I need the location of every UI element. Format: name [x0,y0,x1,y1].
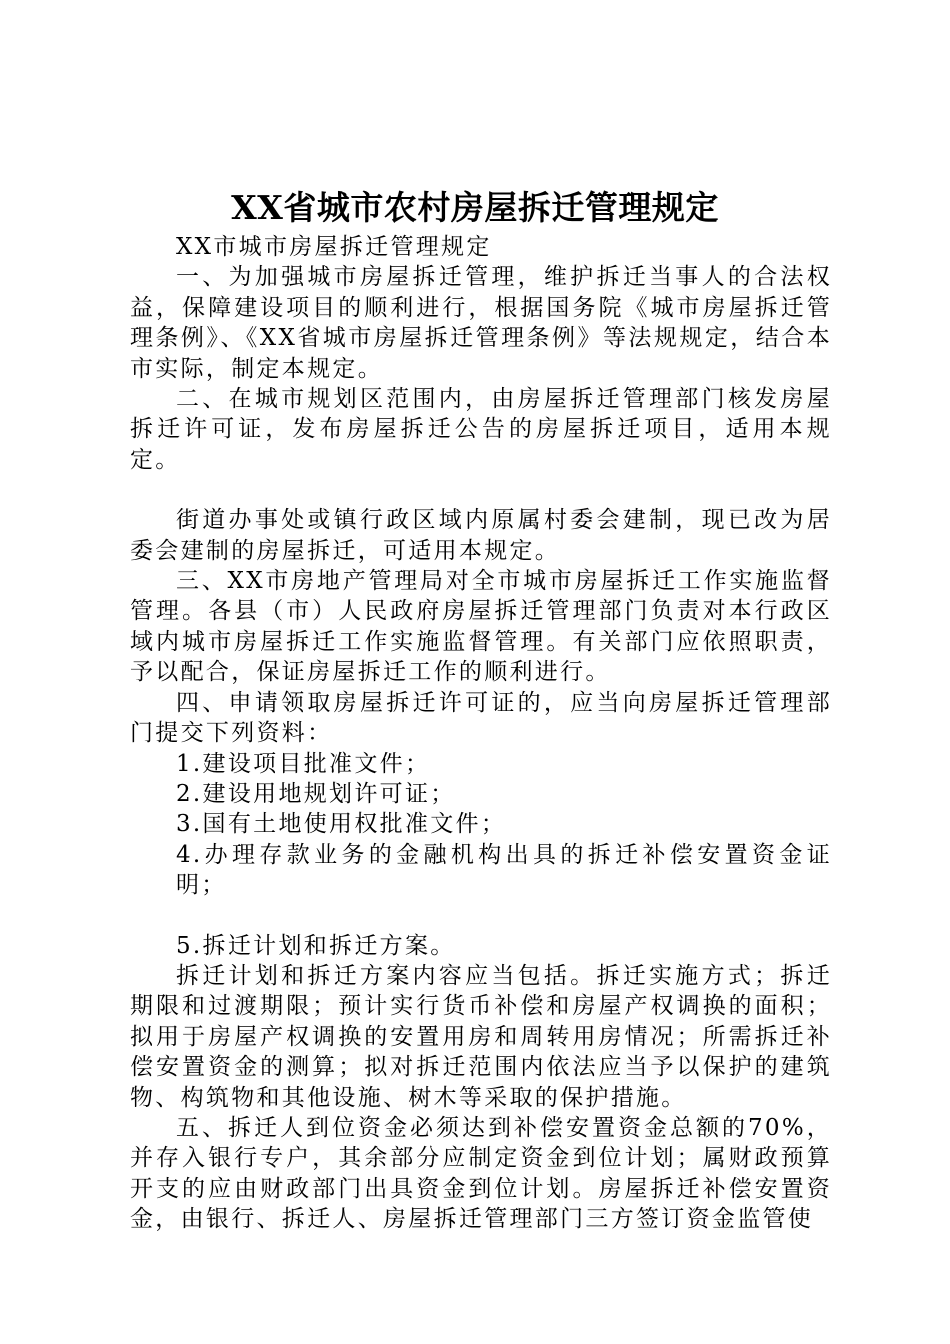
paragraph-article-2-supplement: 街道办事处或镇行政区域内原属村委会建制，现已改为居委会建制的房屋拆迁，可适用本规定。 [130,507,832,564]
paragraph-subtitle: XX市城市房屋拆迁管理规定 [176,234,492,260]
paragraph-article-3: 三、XX市房地产管理局对全市城市房屋拆迁工作实施监督管理。各县（市）人民政府房屋拆迁管理部门负责对本行政区域内城市房屋拆迁工作实施监督管理。有关部门应依照职责，予以配合，保证房屋拆迁工作的顺利进行。 [130,568,832,686]
paragraph-plan-content: 拆迁计划和拆迁方案内容应当包括。拆迁实施方式；拆迁期限和过渡期限；预计实行货币补偿和房屋产权调换的面积；拟用于房屋产权调换的安置用房和周转用房情况；所需拆迁补偿安置资金的测算；拟对拆迁范围内依法应当予以保护的建筑物、构筑物和其他设施、树木等采取的保护措施。 [130,962,832,1111]
paragraph-article-1: 一、为加强城市房屋拆迁管理，维护拆迁当事人的合法权益，保障建设项目的顺利进行，根据国务院《城市房屋拆迁管理条例》、《XX省城市房屋拆迁管理条例》等法规规定，结合本市实际，制定本规定。 [130,264,832,382]
list-item-5: 5.拆迁计划和拆迁方案。 [176,932,456,959]
list-item-1: 1.建设项目批准文件； [176,750,431,777]
document-title: XX省城市农村房屋拆迁管理规定 [231,188,719,227]
paragraph-article-4: 四、申请领取房屋拆迁许可证的，应当向房屋拆迁管理部门提交下列资料： [130,689,832,747]
paragraph-article-2: 二、在城市规划区范围内，由房屋拆迁管理部门核发房屋拆迁许可证，发布房屋拆迁公告的房屋拆迁项目，适用本规定。 [130,386,832,473]
paragraph-article-5: 五、拆迁人到位资金必须达到补偿安置资金总额的70%，并存入银行专户，其余部分应制定资金到位计划；属财政预算开支的应由财政部门出具资金到位计划。房屋拆迁补偿安置资金，由银行、拆迁人、房屋拆迁管理部门三方签订资金监管使 [130,1114,832,1233]
list-item-4: 4.办理存款业务的金融机构出具的拆迁补偿安置资金证明； [176,841,832,899]
list-item-2: 2.建设用地规划许可证； [176,780,456,807]
list-item-3: 3.国有土地使用权批准文件； [176,811,507,838]
document-body [130,232,832,1235]
